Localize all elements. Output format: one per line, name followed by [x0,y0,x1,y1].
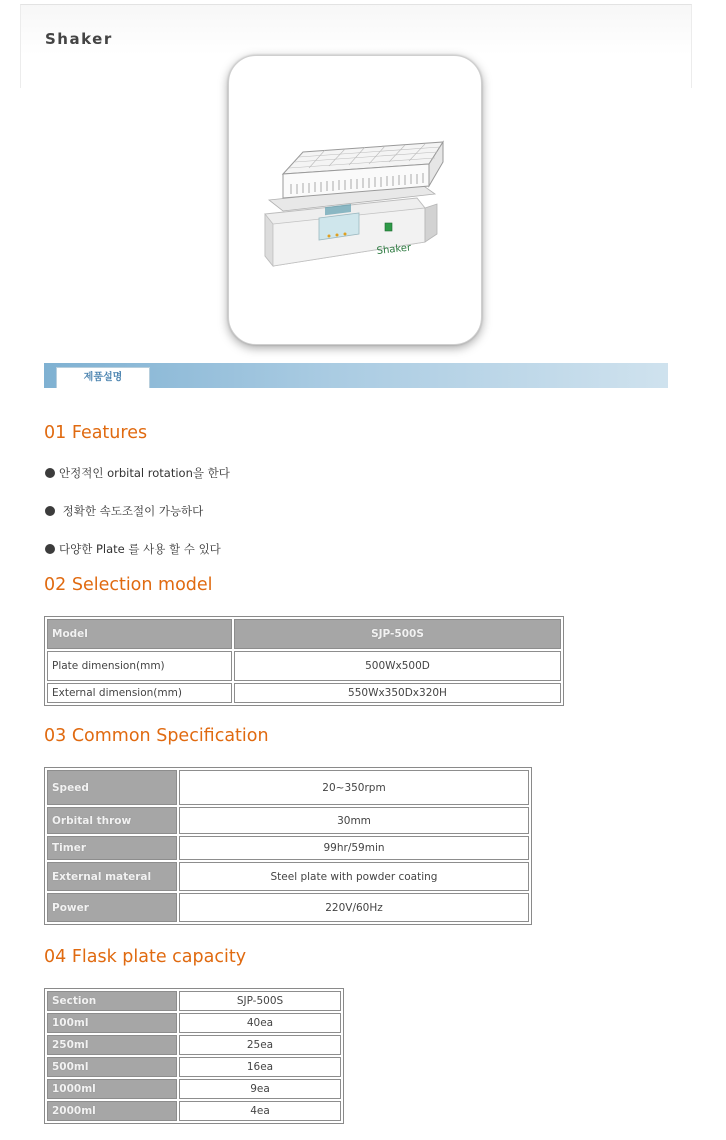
table-header-cell: Power [47,893,177,922]
table-cell: SJP-500S [179,991,341,1011]
table-header-cell: Model [47,619,232,649]
table-cell: Plate dimension(mm) [47,651,232,681]
feature-item: 안정적인 orbital rotation을 한다 [45,465,230,481]
brand-text: Shaker [376,242,412,257]
table-cell: 99hr/59min [179,836,529,860]
table-cell: 40ea [179,1013,341,1033]
table-row [47,1057,341,1077]
bullet-icon [45,468,55,478]
table-header-cell: Section [47,991,177,1011]
table-header-cell: Orbital throw [47,807,177,834]
table-row [47,991,341,1011]
table-cell: External dimension(mm) [47,683,232,703]
table-cell: Steel plate with powder coating [179,862,529,891]
flask-capacity-table [44,988,344,1124]
table-header-cell: 100ml [47,1013,177,1033]
table-cell: 4ea [179,1101,341,1121]
selection-model-heading: 02 Selection model [44,575,213,595]
tab-bar [44,363,668,388]
table-row [47,862,529,891]
table-cell: 25ea [179,1035,341,1055]
table-header-cell: External materal [47,862,177,891]
features-heading: 01 Features [44,423,148,443]
common-spec-heading: 03 Common Specification [44,726,269,746]
table-header-cell: SJP-500S [234,619,561,649]
table-cell: 16ea [179,1057,341,1077]
table-row [47,1035,341,1055]
table-header-cell: 250ml [47,1035,177,1055]
table-row [47,893,529,922]
common-spec-table [44,767,532,925]
tab-product-description[interactable]: 제품설명 [56,367,150,388]
table-row [47,619,561,649]
flask-capacity-heading: 04 Flask plate capacity [44,947,247,967]
page-title: Shaker [45,30,113,48]
table-row [47,1101,341,1121]
table-header-cell: 1000ml [47,1079,177,1099]
table-row [47,651,561,681]
table-cell: 30mm [179,807,529,834]
table-cell: 220V/60Hz [179,893,529,922]
table-header-cell: 2000ml [47,1101,177,1121]
table-row [47,1079,341,1099]
table-header-cell: 500ml [47,1057,177,1077]
product-image [228,55,482,345]
bullet-icon [45,506,55,516]
table-row [47,1013,341,1033]
table-cell: 550Wx350Dx320H [234,683,561,703]
table-cell: 20~350rpm [179,770,529,805]
table-row [47,683,561,703]
table-cell: 500Wx500D [234,651,561,681]
table-cell: 9ea [179,1079,341,1099]
feature-item: 정확한 속도조절이 가능하다 [45,503,203,519]
table-row [47,770,529,805]
table-header-cell: Timer [47,836,177,860]
selection-model-table [44,616,564,706]
bullet-icon [45,544,55,554]
table-row [47,807,529,834]
table-header-cell: Speed [47,770,177,805]
shaker-device-illustration [229,56,483,346]
table-row [47,836,529,860]
feature-item: 다양한 Plate 를 사용 할 수 있다 [45,541,221,557]
